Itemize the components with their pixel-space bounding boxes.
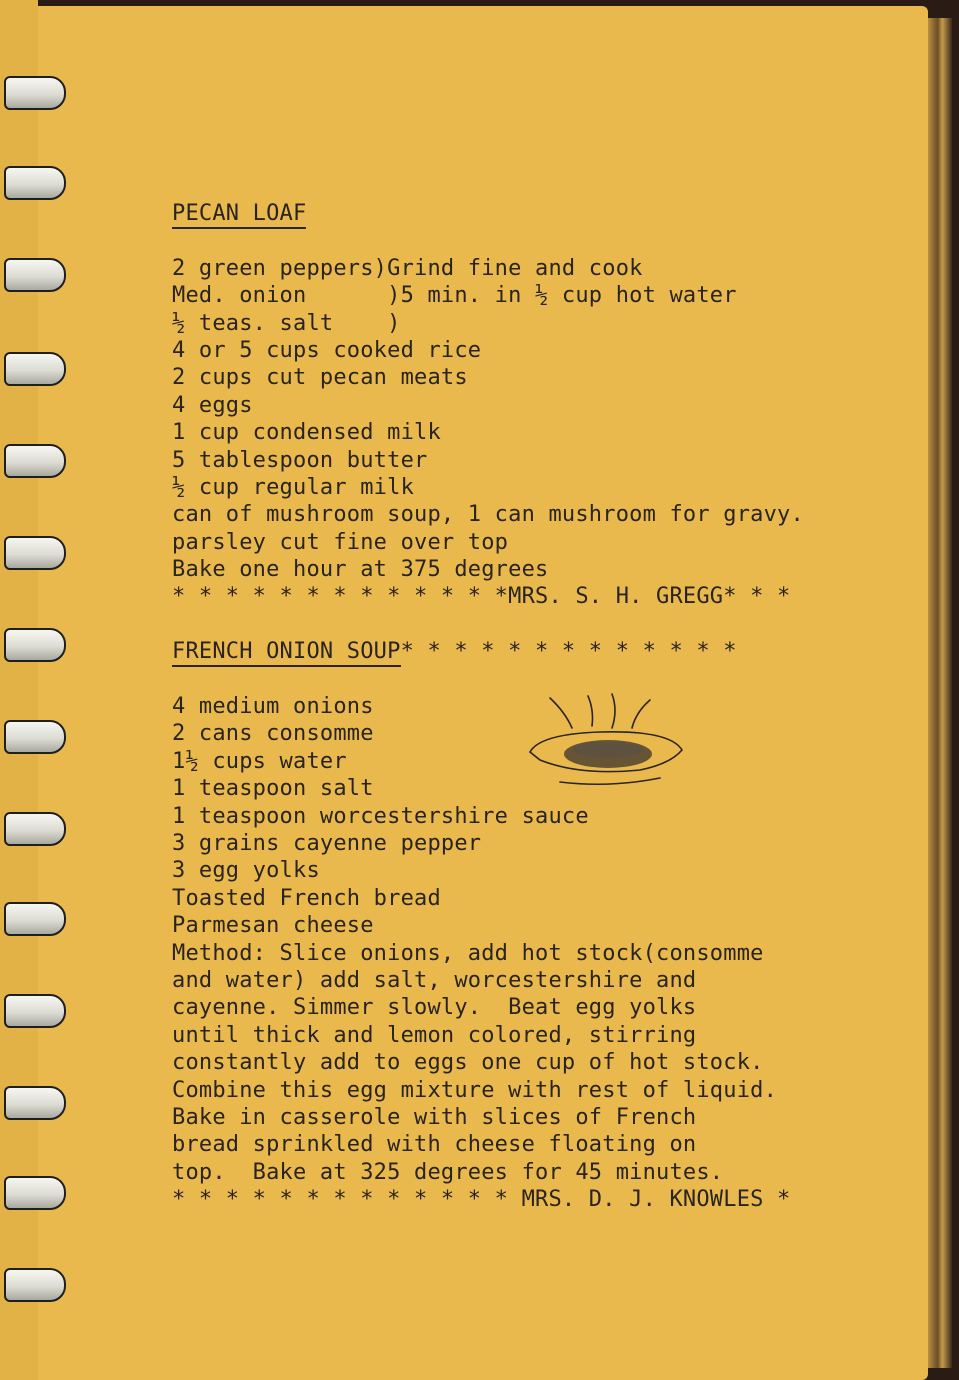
binding-ring — [4, 812, 66, 846]
ingredient-line: 1 teaspoon salt — [172, 776, 374, 802]
binding-strip — [0, 0, 38, 1380]
ingredient-line: 1½ cups water — [172, 748, 347, 774]
instruction-line: bread sprinkled with cheese floating on — [172, 1132, 697, 1158]
recipe-signature: * * * * * * * * * * * * * MRS. D. J. KNOWLES * — [172, 1187, 791, 1213]
ingredient-line: ½ teas. salt ) — [172, 310, 401, 336]
instruction-line: cayenne. Simmer slowly. Beat egg yolks — [172, 995, 697, 1021]
ingredient-line: 3 egg yolks — [172, 858, 320, 884]
ingredient-line: 2 green peppers)Grind fine and cook — [172, 255, 643, 281]
ingredient-line: 1 cup condensed milk — [172, 420, 441, 446]
recipe-title: FRENCH ONION SOUP — [172, 639, 401, 667]
ingredient-line: Parmesan cheese — [172, 913, 374, 939]
binding-ring — [4, 444, 66, 478]
instruction-line: Combine this egg mixture with rest of liquid. — [172, 1077, 778, 1103]
binding-ring — [4, 76, 66, 110]
instruction-line: Bake one hour at 375 degrees — [172, 557, 549, 583]
ingredient-line: 4 or 5 cups cooked rice — [172, 337, 482, 363]
recipe-text — [172, 200, 804, 1213]
binding-ring — [4, 1268, 66, 1302]
ingredient-line: ½ cup regular milk — [172, 474, 415, 500]
ingredient-line: Toasted French bread — [172, 885, 441, 911]
binding-ring — [4, 902, 66, 936]
instruction-line: Method: Slice onions, add hot stock(consomme — [172, 940, 764, 966]
ingredient-line: 1 teaspoon worcestershire sauce — [172, 803, 589, 829]
binding-ring — [4, 628, 66, 662]
ingredient-line: can of mushroom soup, 1 can mushroom for gravy. — [172, 502, 804, 528]
page-stack-edge — [928, 18, 952, 1368]
recipe-title-row — [172, 638, 804, 665]
binding-ring — [4, 1086, 66, 1120]
ingredient-line: 4 medium onions — [172, 694, 374, 720]
ingredient-line: 5 tablespoon butter — [172, 447, 428, 473]
binding-ring — [4, 1176, 66, 1210]
soup-bowl-sketch-icon — [520, 690, 700, 800]
binding-ring — [4, 258, 66, 292]
binding-ring — [4, 166, 66, 200]
ingredient-line: 4 eggs — [172, 392, 253, 418]
binding-ring — [4, 994, 66, 1028]
instruction-line: constantly add to eggs one cup of hot stock. — [172, 1050, 764, 1076]
instruction-line: parsley cut fine over top — [172, 529, 509, 555]
ingredient-line: 2 cans consomme — [172, 721, 374, 747]
instruction-line: top. Bake at 325 degrees for 45 minutes. — [172, 1159, 724, 1185]
instruction-line: until thick and lemon colored, stirring — [172, 1022, 697, 1048]
instruction-line: and water) add salt, worcestershire and — [172, 967, 697, 993]
recipe-title-suffix: * * * * * * * * * * * * * — [400, 639, 737, 665]
ingredient-line: Med. onion )5 min. in ½ cup hot water — [172, 283, 737, 309]
binding-ring — [4, 536, 66, 570]
binding-ring — [4, 352, 66, 386]
recipe-signature: * * * * * * * * * * * * *MRS. S. H. GREGG* * * — [172, 584, 791, 610]
binding-ring — [4, 720, 66, 754]
ingredient-line: 3 grains cayenne pepper — [172, 830, 482, 856]
ingredient-line: 2 cups cut pecan meats — [172, 365, 468, 391]
instruction-line: Bake in casserole with slices of French — [172, 1104, 697, 1130]
recipe-title-row — [172, 200, 804, 227]
recipe-title: PECAN LOAF — [172, 201, 306, 229]
